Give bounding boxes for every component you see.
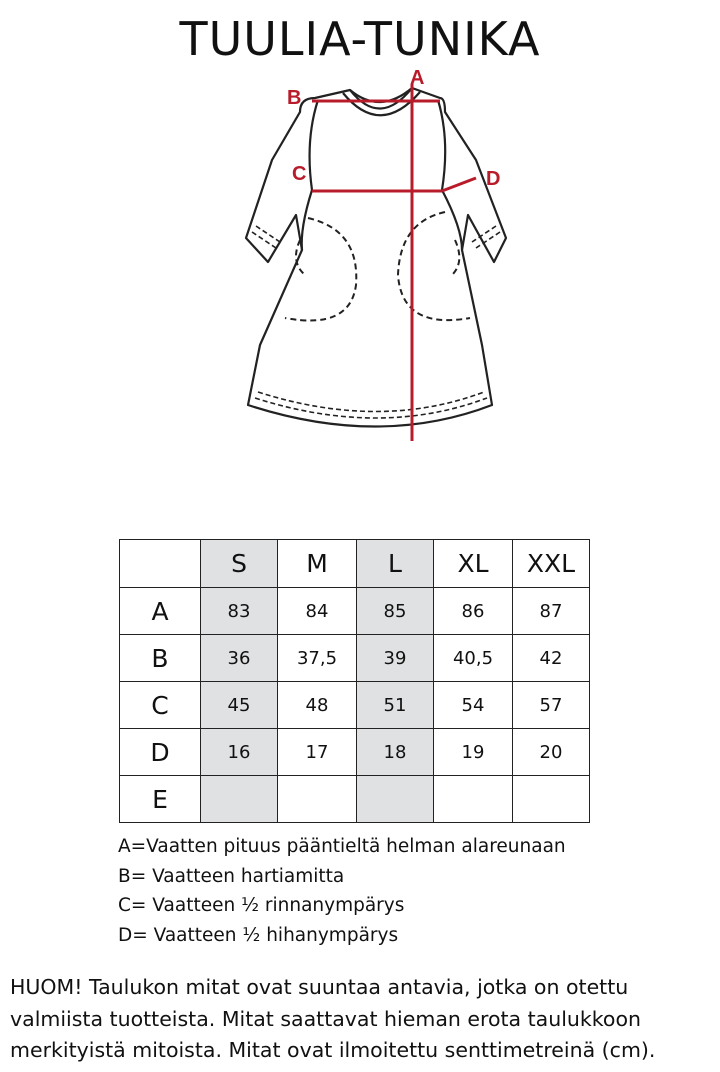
- size-header: XL: [434, 540, 513, 588]
- table-cell: 20: [513, 729, 590, 776]
- label-a: A: [410, 67, 425, 89]
- pocket-lines: [285, 212, 470, 321]
- table-row: [120, 729, 590, 776]
- table-cell: 85: [357, 588, 434, 635]
- legend-item-a: A=Vaatten pituus pääntieltä helman alareunaan: [118, 836, 566, 857]
- table-cell: 83: [201, 588, 278, 635]
- table-row: [120, 682, 590, 729]
- row-label: C: [120, 682, 201, 729]
- table-cell: 39: [357, 635, 434, 682]
- disclaimer-note: HUOM! Taulukon mitat ovat suuntaa antavia, jotka on otettu valmiista tuotteista. Mitat saattavat hieman erota taulukkoon merkityistä mitoista. Mitat ovat ilmoitettu senttimetreinä (cm).: [10, 975, 656, 1062]
- table-cell: [278, 776, 357, 823]
- page-title: TUULIA-TUNIKA: [179, 12, 541, 66]
- table-row: [120, 635, 590, 682]
- row-label: B: [120, 635, 201, 682]
- size-header: S: [201, 540, 278, 588]
- table-cell: 87: [513, 588, 590, 635]
- table-cell: 16: [201, 729, 278, 776]
- table-row: [120, 776, 590, 823]
- table-cell: 36: [201, 635, 278, 682]
- table-cell: [434, 776, 513, 823]
- size-header: XXL: [513, 540, 590, 588]
- label-b: B: [287, 87, 302, 109]
- row-label: E: [120, 776, 201, 823]
- size-table: [119, 539, 590, 823]
- measurement-legend: [118, 832, 566, 950]
- table-cell: 37,5: [278, 635, 357, 682]
- table-cell: 86: [434, 588, 513, 635]
- label-c: C: [292, 163, 307, 185]
- row-label: A: [120, 588, 201, 635]
- table-cell: 45: [201, 682, 278, 729]
- table-cell: [201, 776, 278, 823]
- table-cell: 48: [278, 682, 357, 729]
- table-cell: 51: [357, 682, 434, 729]
- measure-lines: [312, 84, 476, 441]
- table-cell: [357, 776, 434, 823]
- size-header: M: [278, 540, 357, 588]
- table-cell: 42: [513, 635, 590, 682]
- table-cell: 57: [513, 682, 590, 729]
- table-cell: 18: [357, 729, 434, 776]
- size-header: L: [357, 540, 434, 588]
- table-cell: 40,5: [434, 635, 513, 682]
- label-d: D: [486, 168, 501, 190]
- corner-cell: [120, 540, 201, 588]
- measure-line-d: [442, 178, 476, 191]
- tunic-outline: [246, 88, 506, 427]
- table-cell: [513, 776, 590, 823]
- size-header-row: [120, 540, 590, 588]
- table-cell: 19: [434, 729, 513, 776]
- table-row: [120, 588, 590, 635]
- table-cell: 84: [278, 588, 357, 635]
- legend-item-d: D= Vaatteen ½ hihanympärys: [118, 924, 399, 946]
- legend-item-b: B= Vaatteen hartiamitta: [118, 865, 345, 887]
- tunic-diagram: [200, 62, 540, 452]
- row-label: D: [120, 729, 201, 776]
- table-cell: 17: [278, 729, 357, 776]
- table-cell: 54: [434, 682, 513, 729]
- legend-item-c: C= Vaatteen ½ rinnanympärys: [118, 895, 405, 916]
